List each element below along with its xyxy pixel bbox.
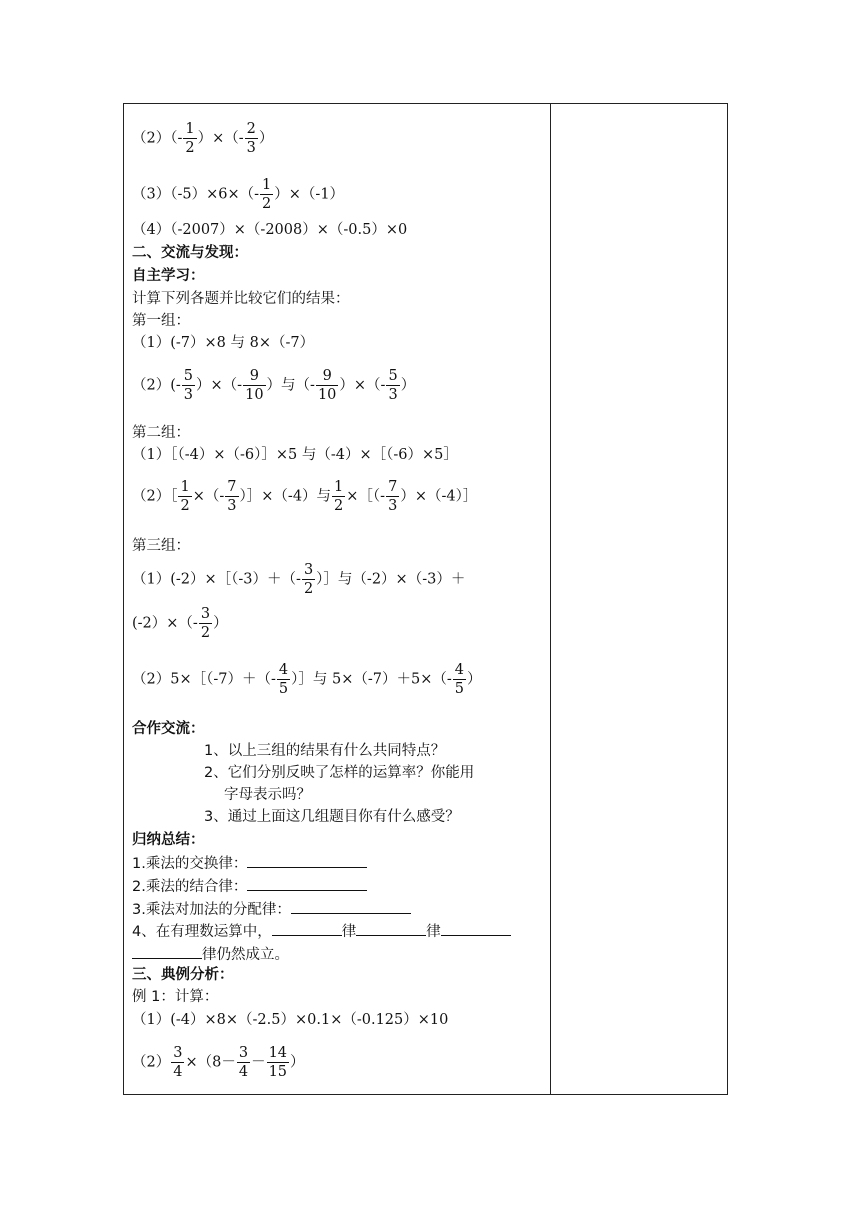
group3-q2: （2）5×［（-7）＋（- $\frac{4}{5}$ ）］与 5×（-7）＋5×（- $\frac{4}{5}$ ）: [132, 662, 482, 697]
fraction: $\frac{5}{3}$: [183, 368, 194, 403]
fraction: $\frac{2}{3}$: [246, 121, 256, 156]
summary-heading: 归纳总结：: [132, 832, 205, 848]
group2-label: 第二组：: [132, 425, 190, 441]
fraction: $\frac{14}{15}$: [268, 1045, 288, 1080]
section3-heading: 三、典例分析：: [132, 967, 234, 983]
example-label: 例 1：计算：: [132, 989, 219, 1005]
law-2: 2.乘法的结合律：: [132, 876, 367, 896]
fraction: $\frac{1}{2}$: [185, 121, 195, 156]
group3-q1: （1）(-2）×［（-3）＋（- $\frac{3}{2}$ ）］与（-2）×（-3）＋: [132, 562, 466, 597]
fraction: $\frac{1}{2}$: [334, 479, 344, 514]
answer-blank[interactable]: [441, 921, 511, 936]
law-4-cont: 律仍然成立。: [132, 944, 289, 964]
section1-q3: （3）（-5）×6×（- $\frac{1}{2}$ ）×（-1）: [132, 177, 345, 212]
law-4: 4、在有理数运算中， 律 律: [132, 921, 511, 941]
self-study-heading: 自主学习：: [132, 268, 205, 284]
fraction: $\frac{9}{10}$: [245, 368, 264, 403]
cooperation-item-2-cont: 字母表示吗？: [224, 787, 311, 803]
fraction: $\frac{4}{5}$: [454, 662, 464, 697]
column-divider: [550, 104, 551, 1094]
answer-blank[interactable]: [247, 853, 367, 868]
answer-blank[interactable]: [132, 944, 202, 959]
fraction: $\frac{5}{3}$: [388, 368, 398, 403]
fraction: $\frac{3}{2}$: [303, 562, 314, 597]
cooperation-item-2: 2、它们分别反映了怎样的运算率？你能用: [204, 765, 475, 781]
group2-q1: （1）［（-4）×（-6）］×5 与（-4）×［（-6）×5］: [132, 447, 458, 463]
instruction-text: 计算下列各题并比较它们的结果：: [132, 291, 350, 307]
section1-q4: （4）（-2007）×（-2008）×（-0.5）×0: [132, 222, 408, 238]
group2-q2: （2）［ $\frac{1}{2}$ ×（- $\frac{7}{3}$ ）］×（-4）与 $\frac{1}{2}$ ×［（- $\frac{7}{3}$ ）×（-4）］: [132, 479, 478, 514]
group1-q2: （2）(- $\frac{5}{3}$ ）×（- $\frac{9}{10}$ ）与（- $\frac{9}{10}$ ）×（- $\frac{5}{3}$ ）: [132, 368, 416, 403]
fraction: $\frac{3}{4}$: [173, 1045, 183, 1080]
cooperation-item-3: 3、通过上面这几组题目你有什么感受？: [204, 809, 460, 825]
answer-blank[interactable]: [272, 921, 342, 936]
answer-blank[interactable]: [356, 921, 426, 936]
fraction: $\frac{3}{2}$: [200, 606, 211, 641]
fraction: $\frac{9}{10}$: [317, 368, 337, 403]
section2-heading: 二、交流与发现：: [132, 245, 248, 261]
section1-q2: （2）（- $\frac{1}{2}$ ）×（- $\frac{2}{3}$ ）: [132, 121, 274, 156]
law-3: 3.乘法对加法的分配律：: [132, 899, 411, 919]
fraction: $\frac{4}{5}$: [278, 662, 289, 697]
group1-label: 第一组：: [132, 313, 190, 329]
fraction: $\frac{3}{4}$: [238, 1045, 249, 1080]
law-1: 1.乘法的交换律：: [132, 853, 367, 873]
fraction: $\frac{7}{3}$: [227, 479, 237, 514]
answer-blank[interactable]: [291, 899, 411, 914]
example-q2: （2） $\frac{3}{4}$ ×（8－ $\frac{3}{4}$ － $\frac{14}{15}$ ）: [132, 1045, 305, 1080]
fraction: $\frac{1}{2}$: [180, 479, 190, 514]
answer-blank[interactable]: [247, 876, 367, 891]
group3-label: 第三组：: [132, 538, 190, 554]
group3-q1-cont: (-2）×（- $\frac{3}{2}$ ）: [132, 606, 228, 641]
group1-q1: （1）(-7）×8 与 8×（-7）: [132, 335, 315, 351]
lesson-table: [123, 103, 728, 1095]
fraction: $\frac{7}{3}$: [388, 479, 398, 514]
cooperation-item-1: 1、以上三组的结果有什么共同特点？: [204, 743, 446, 759]
example-q1: （1）(-4）×8×（-2.5）×0.1×（-0.125）×10: [132, 1012, 449, 1028]
cooperation-heading: 合作交流：: [132, 721, 205, 737]
fraction: $\frac{1}{2}$: [262, 177, 272, 212]
